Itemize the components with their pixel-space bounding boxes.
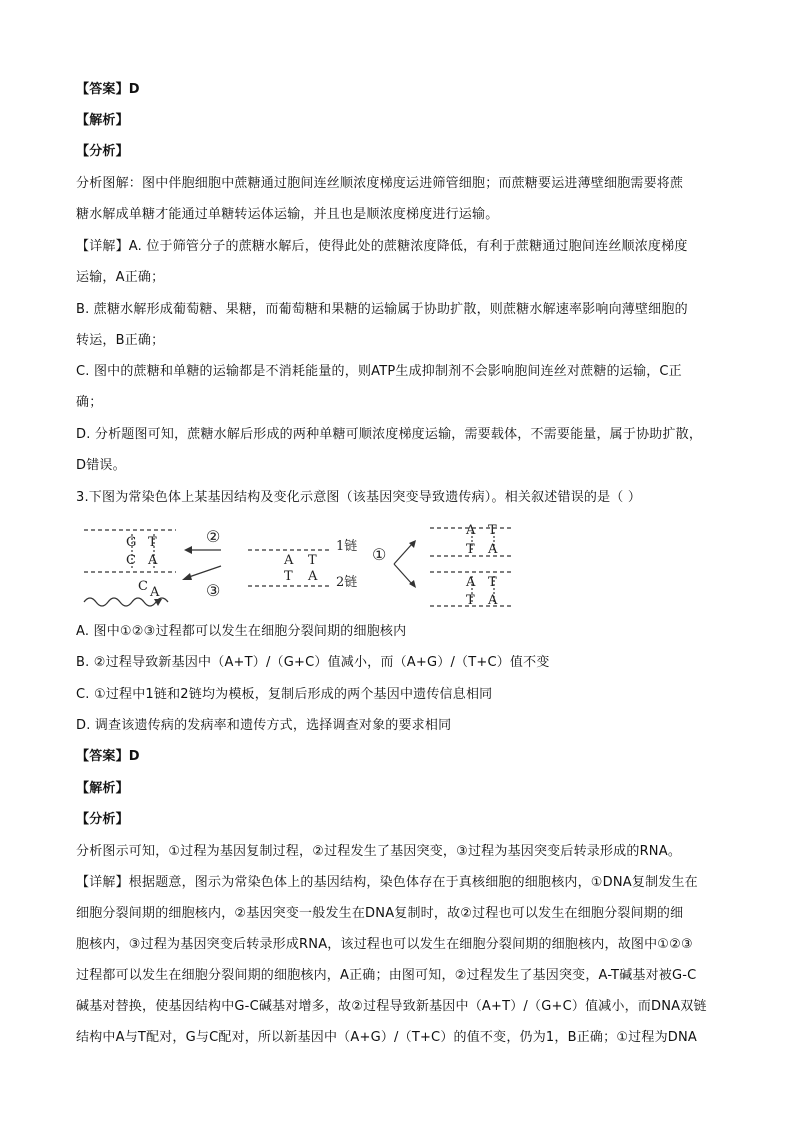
right2-top-base-2: T — [488, 575, 497, 590]
text-line: 细胞分裂间期的细胞核内，②基因突变一般发生在DNA复制时，故②过程也可以发生在细胞分裂间期的细 — [76, 906, 684, 921]
process-3-label: ③ — [206, 581, 221, 600]
text-line: 转运，B正确； — [76, 333, 165, 348]
text-line: 运输，A正确； — [76, 270, 165, 285]
text-line: 确； — [76, 395, 103, 410]
strand-2-label: 2链 — [336, 575, 358, 590]
detail-line: 【详解】A. 位于筛管分子的蔗糖水解后，使得此处的蔗糖浓度降低，有利于蔗糖通过胞间连丝顺浓度梯度 — [76, 239, 688, 254]
text-line: 结构中A与T配对，G与C配对，所以新基因中（A+G）/（T+C）的值不变，仍为1，B正确；①过程为DNA — [76, 1030, 698, 1045]
option-d-explanation: D. 分析题图可知，蔗糖水解后形成的两种单糖可顺浓度梯度运输，需要载体，不需要能量，属于协助扩散， — [76, 427, 703, 442]
rna-base-2: A — [150, 585, 160, 600]
answer-label: 【答案】D — [76, 749, 140, 764]
text-line: 分析图解：图中伴胞细胞中蔗糖通过胞间连丝顺浓度梯度运进筛管细胞；而蔗糖要运进薄壁细胞需要将蔗 — [76, 176, 684, 191]
text-line: 胞核内，③过程为基因突变后转录形成RNA，该过程也可以发生在细胞分裂间期的细胞核内，故图中①②③ — [76, 937, 693, 952]
right2-top-base-1: A — [466, 575, 476, 590]
option-a: A. 图中①②③过程都可以发生在细胞分裂间期的细胞核内 — [76, 624, 407, 639]
right1-top-base-1: A — [466, 523, 476, 538]
right1-top-base-2: T — [488, 523, 497, 538]
text-line: 分析图示可知，①过程为基因复制过程，②过程发生了基因突变，③过程为基因突变后转录形成的RNA。 — [76, 844, 682, 859]
text-line: 糖水解成单糖才能通过单糖转运体运输，并且也是顺浓度梯度进行运输。 — [76, 207, 499, 222]
right2-bottom-base-1: T — [466, 593, 475, 608]
analysis-sub-heading: 【分析】 — [76, 812, 129, 827]
analysis-heading: 【解析】 — [76, 113, 129, 128]
option-c: C. ①过程中1链和2链均为模板，复制后形成的两个基因中遗传信息相同 — [76, 687, 493, 702]
left-top-base-1: G — [126, 535, 137, 550]
detail-line: 【详解】根据题意，图示为常染色体上的基因结构，染色体存在于真核细胞的细胞核内，①DNA复制发生在 — [76, 875, 698, 890]
text-line: 碱基对替换，使基因结构中G-C碱基对增多，故②过程导致新基因中（A+T）/（G+C）值减小，而DNA双链 — [76, 999, 707, 1014]
option-b: B. ②过程导致新基因中（A+T）/（G+C）值减小，而（A+G）/（T+C）值不变 — [76, 655, 550, 670]
analysis-heading: 【解析】 — [76, 781, 129, 796]
middle-bottom-base-1: T — [284, 569, 293, 584]
middle-top-base-2: T — [308, 553, 317, 568]
rna-base-1: C — [138, 579, 148, 594]
middle-bottom-base-2: A — [308, 569, 318, 584]
text-line: D错误。 — [76, 458, 126, 473]
strand-1-label: 1链 — [336, 539, 358, 554]
middle-top-base-1: A — [284, 553, 294, 568]
answer-label: 【答案】D — [76, 82, 140, 97]
gene-diagram — [76, 520, 516, 618]
process-1-label: ① — [372, 545, 387, 564]
right2-bottom-base-2: A — [488, 593, 498, 608]
text-line: 过程都可以发生在细胞分裂间期的细胞核内，A正确；由图可知，②过程发生了基因突变，A-T碱基对被G-C — [76, 968, 697, 983]
left-bottom-base-1: C — [126, 553, 136, 568]
option-d: D. 调查该遗传病的发病率和遗传方式，选择调查对象的要求相同 — [76, 718, 452, 733]
option-b-explanation: B. 蔗糖水解形成葡萄糖、果糖，而葡萄糖和果糖的运输属于协助扩散，则蔗糖水解速率影响向薄壁细胞的 — [76, 302, 688, 317]
process-2-label: ② — [206, 527, 221, 546]
left-bottom-base-2: A — [148, 553, 158, 568]
right1-bottom-base-2: A — [488, 542, 498, 557]
left-top-base-2: T — [148, 535, 157, 550]
right1-bottom-base-1: T — [466, 542, 475, 557]
analysis-sub-heading: 【分析】 — [76, 144, 129, 159]
question-3-stem: 3.下图为常染色体上某基因结构及变化示意图（该基因突变导致遗传病）。相关叙述错误的是（ ） — [76, 490, 642, 505]
option-c-explanation: C. 图中的蔗糖和单糖的运输都是不消耗能量的，则ATP生成抑制剂不会影响胞间连丝对蔗糖的运输，C正 — [76, 364, 682, 379]
